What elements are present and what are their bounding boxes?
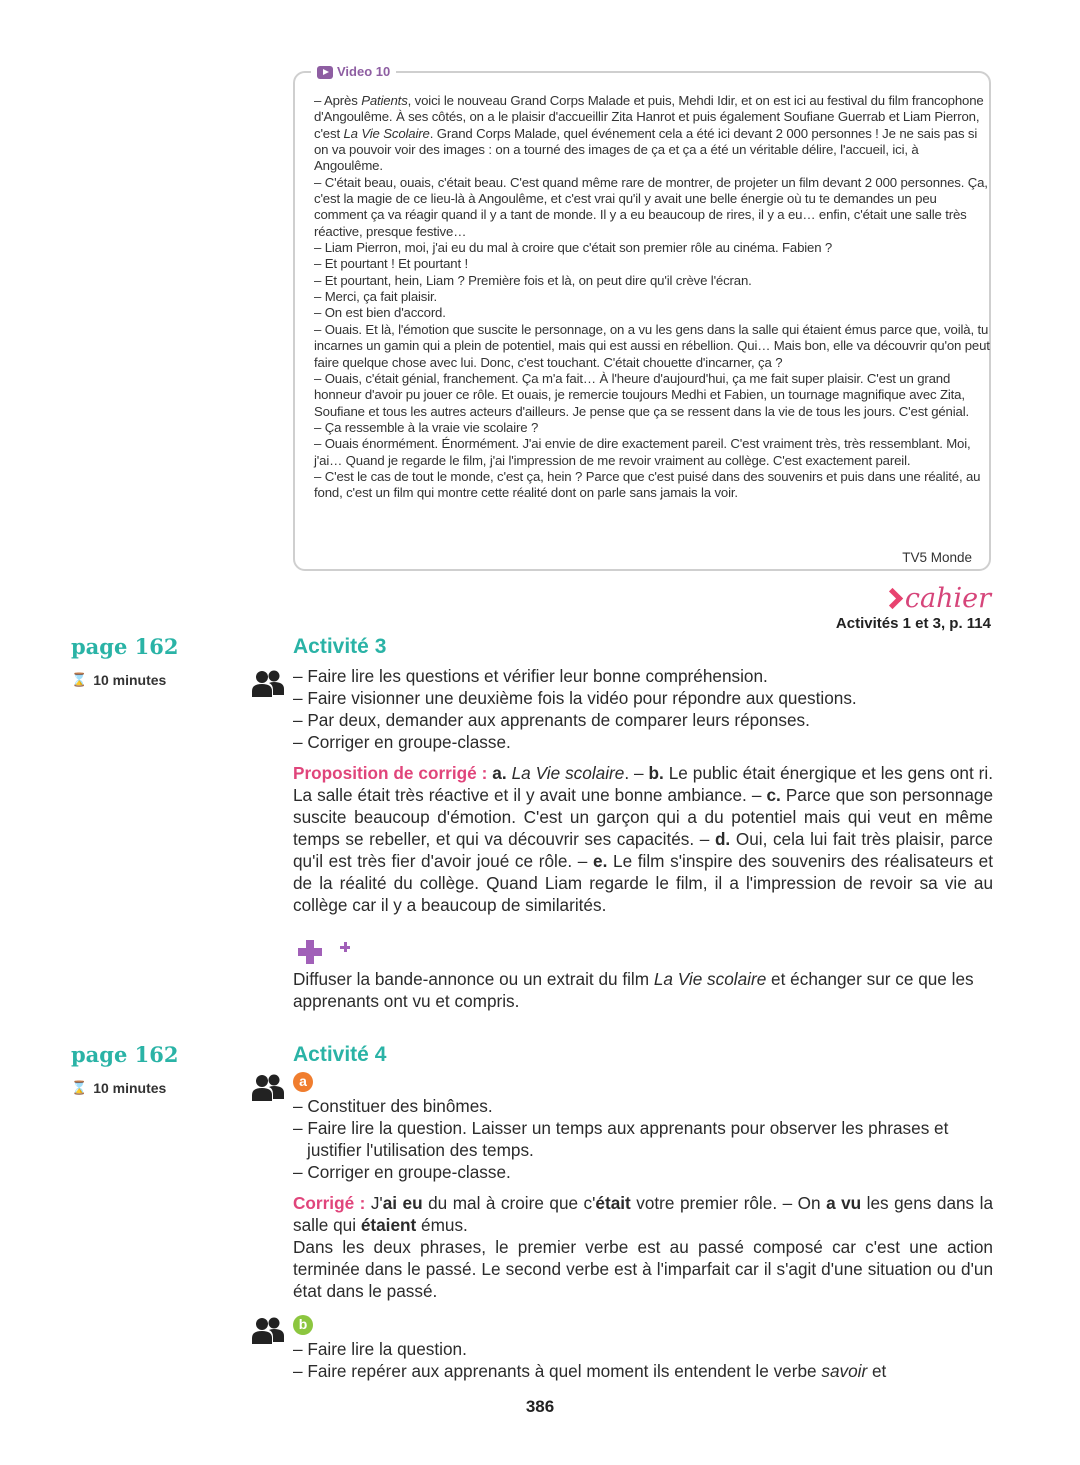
correction-text: Proposition de corrigé : a. La Vie scolaire. – b. Le public était énergique et les gens ont ri. La salle était très réactive et il y avait une bonne ambiance. – c. Parce que son personnage suscite beaucoup d'émotion. C'est un garçon qui a du potentiel mais qui veut en même temps se rebeller, et qui va découvrir ses capacités. – d. Oui, cela lui fait très plaisir, parce qu'il est très fier d'avoir joué ce rôle. – e. Le film s'inspire des souvenirs des réalisateurs et de la réalité du collège. Quand Liam regarde le film, il a l'impression de revoir sa vie au collège car il y a beaucoup de similarités. bbox=[293, 763, 994, 915]
transcript-line: – Et pourtant ! Et pourtant ! bbox=[314, 256, 468, 272]
duration-text: 10 minutes bbox=[93, 1080, 167, 1096]
activity-title: Activité 4 bbox=[293, 1043, 387, 1066]
play-icon[interactable] bbox=[317, 66, 333, 79]
video-transcript-box bbox=[293, 64, 991, 571]
transcript bbox=[314, 93, 990, 502]
transcript-line: – Ça ressemble à la vraie vie scolaire ? bbox=[314, 419, 539, 435]
page-reference: page 162 bbox=[71, 1042, 179, 1067]
step: – Par deux, demander aux apprenants de comparer leurs réponses. bbox=[293, 710, 810, 730]
step: – Faire lire les questions et vérifier leur bonne compréhension. bbox=[293, 666, 768, 686]
page-reference: page 162 bbox=[71, 634, 179, 659]
cahier-reference: Activités 1 et 3, p. 114 bbox=[835, 615, 991, 632]
correction-text: Corrigé : J'ai eu du mal à croire que c'était votre premier rôle. – On a vu les gens dans la salle qui étaient émus. Dans les deux phrases, le premier verbe est au passé composé car c'est une action terminée dans le passé. Le second verbe est à l'imparfait car il s'agit d'une situation ou d'un état dans le passé. bbox=[293, 1193, 994, 1301]
activity-title: Activité 3 bbox=[293, 635, 387, 658]
cahier-label: cahier bbox=[904, 583, 991, 614]
transcript-line: – Après Patients, voici le nouveau Grand Corps Malade et puis, Mehdi Idir, et on est ici au festival du film francophone d'Angoulême. À ses côtés, on a le plaisir d'accueillir Zita Hanrot et puis également Soufiane Guerrab et Liam Pierron, c'est La Vie Scolaire. Grand Corps Malade, quel événement cela a été ici devant 2 000 personnes ! Je ne sais pas si on va pouvoir voir des images : on a tourné des images de ça et ça a été un véritable délire, l'accueil, ici, à Angoulême. bbox=[314, 93, 984, 174]
video-label[interactable] bbox=[311, 64, 396, 80]
transcript-line: – Ouais, c'était génial, franchement. Ça m'a fait… À l'heure d'aujourd'hui, ça me fait super plaisir. C'est un grand honneur d'avoir pu jouer ce rôle. Et ouais, je remercie toujours Medhi et Fabien, un tournage magnifique avec Zita, Soufiane et tous les autres acteurs d'ailleurs. Je pense que ça se ressent dans la vie de tous les jours. C'est génial. bbox=[314, 370, 970, 419]
transcript-line: – C'était beau, ouais, c'était beau. C'est quand même rare de montrer, de projeter un film devant 2 000 personnes. Ça, c'est la magie de ce lieu-là à Angoulême, et c'est vrai qu'il y avait une belle énergie où tu te demandes un peu comment ça va réagir quand il y a tant de monde. Il y a eu beaucoup de rires, il y a eu… enfin, c'était une salle très réactive, presque festive… bbox=[314, 174, 988, 239]
correction-label: Proposition de corrigé : bbox=[293, 763, 488, 783]
page-number: 386 bbox=[525, 1397, 555, 1416]
step: – Constituer des binômes. bbox=[293, 1096, 493, 1116]
step: – Corriger en groupe-classe. bbox=[293, 1162, 511, 1182]
plus-large-icon bbox=[298, 940, 322, 964]
plus-small-icon bbox=[340, 942, 350, 952]
step: – Faire repérer aux apprenants à quel moment ils entendent le verbe savoir et bbox=[293, 1361, 887, 1381]
duration bbox=[71, 1080, 166, 1096]
activity-steps bbox=[293, 1095, 993, 1183]
plus-plus-icon bbox=[298, 940, 358, 966]
transcript-line: – Ouais. Et là, l'émotion que suscite le personnage, on a vu les gens dans la salle qui étaient émus parce que, voilà, tu incarnes un gamin qui a plein de potentiel, mais qui est aussi en rébellion. Qui… Mais bon, elle va découvrir qu'on peut faire quelque chose avec lui. Donc, c'est touchant. C'était chouette d'incarner, ça ? bbox=[314, 321, 990, 370]
pair-work-icon bbox=[252, 1316, 284, 1344]
step: – Corriger en groupe-classe. bbox=[293, 732, 511, 752]
activity-steps bbox=[293, 665, 993, 753]
transcript-line: – C'est le cas de tout le monde, c'est ça, hein ? Parce que c'est puisé dans des souvenirs et puis dans une réalité, au fond, c'est un film qui montre cette réalité dont on parle sans jamais la voir. bbox=[314, 468, 981, 501]
activity-steps bbox=[293, 1338, 993, 1382]
step: – Faire visionner une deuxième fois la vidéo pour répondre aux questions. bbox=[293, 688, 857, 708]
duration-text: 10 minutes bbox=[93, 672, 167, 688]
cahier-link[interactable] bbox=[885, 584, 991, 614]
chevron-right-icon bbox=[885, 590, 899, 608]
transcript-source: TV5 Monde bbox=[902, 550, 972, 565]
extra-activity-text: Diffuser la bande-annonce ou un extrait du film La Vie scolaire et échanger sur ce que les apprenants ont vu et compris. bbox=[293, 969, 974, 1011]
transcript-line: – Liam Pierron, moi, j'ai eu du mal à croire que c'était son premier rôle au cinéma. Fabien ? bbox=[314, 240, 833, 256]
hourglass-icon: ⌛ bbox=[71, 1080, 88, 1095]
pair-work-icon bbox=[252, 669, 284, 697]
transcript-line: – Merci, ça fait plaisir. bbox=[314, 289, 438, 305]
correction-explanation: Dans les deux phrases, le premier verbe est au passé composé car c'est une action terminée dans le passé. Le second verbe est à l'imparfait car il s'agit d'une situation ou d'un état dans le passé. bbox=[293, 1237, 993, 1301]
correction-label: Corrigé : bbox=[293, 1193, 366, 1213]
part-a-badge: a bbox=[293, 1072, 313, 1092]
pair-work-icon bbox=[252, 1073, 284, 1101]
transcript-line: – On est bien d'accord. bbox=[314, 305, 446, 321]
transcript-line: – Ouais énormément. Énormément. J'ai envie de dire exactement pareil. C'est vraiment très, très ressemblant. Moi, j'ai… Quand je regarde le film, j'ai l'impression de me revoir vraiment au collège. C'est exactement pareil. bbox=[314, 436, 971, 468]
duration bbox=[71, 672, 166, 688]
part-b-badge: b bbox=[293, 1315, 313, 1335]
step: – Faire lire la question. Laisser un temps aux apprenants pour observer les phrases et justifier l'utilisation des temps. bbox=[293, 1118, 949, 1160]
step: – Faire lire la question. bbox=[293, 1339, 467, 1359]
transcript-line: – Et pourtant, hein, Liam ? Première fois et là, on peut dire qu'il crève l'écran. bbox=[314, 272, 752, 288]
video-title: Video 10 bbox=[337, 64, 391, 79]
hourglass-icon: ⌛ bbox=[71, 672, 88, 687]
